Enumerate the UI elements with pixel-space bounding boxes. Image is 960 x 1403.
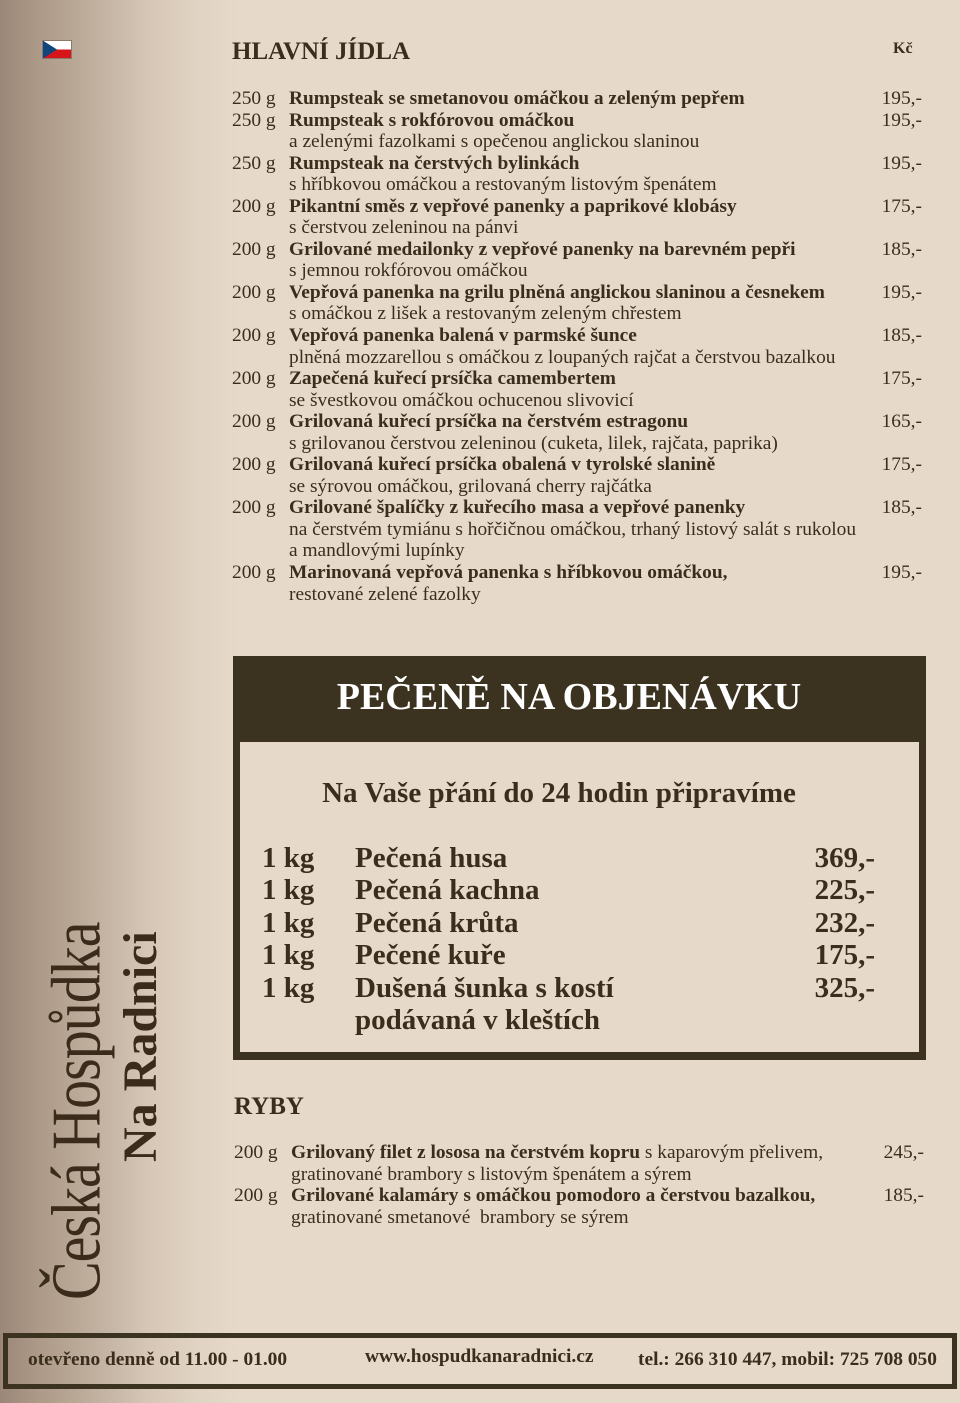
dish-name: Vepřová panenka balená v parmské šunce: [289, 325, 637, 347]
dish-row: [232, 153, 922, 175]
dish-weight: 200 g: [232, 497, 276, 519]
fish-name: Grilované kalamáry s omáčkou pomodoro a čerstvou bazalkou,: [291, 1185, 816, 1207]
dish-item: [232, 153, 922, 196]
dish-item: [232, 196, 922, 239]
dish-item: [232, 110, 922, 153]
contact-phone: tel.: 266 310 447, mobil: 725 708 050: [638, 1349, 937, 1370]
roast-price: 369,-: [814, 842, 875, 874]
fish-list: [234, 1142, 924, 1228]
dish-row: [232, 110, 922, 132]
fish-name-wrap: [291, 1142, 864, 1164]
dish-item: [232, 454, 922, 497]
dish-description: na čerstvém tymiánu s hořčičnou omáčkou, trhaný listový salát s rukolou: [289, 518, 857, 540]
dish-price: 165,-: [881, 411, 922, 433]
roast-weight: 1 kg: [262, 874, 315, 907]
fish-weight: 200 g: [234, 1185, 278, 1207]
roast-name: Pečené kuře: [355, 939, 506, 972]
dish-weight: 250 g: [232, 109, 276, 131]
roast-subtitle: Na Vaše přání do 24 hodin připravíme: [322, 777, 796, 809]
dish-name: Rumpsteak s rokfórovou omáčkou: [289, 109, 575, 131]
currency-label: Kč: [893, 40, 913, 57]
dish-name: Grilované medailonky z vepřové panenky na barevném pepři: [289, 238, 796, 260]
dish-item: [232, 88, 922, 110]
fish-weight: 200 g: [234, 1142, 278, 1163]
logo-subtitle-text: Na Radnici: [114, 931, 167, 1162]
dish-item: [232, 239, 922, 282]
dish-price: 175,-: [881, 454, 922, 476]
dish-price: 195,-: [881, 152, 922, 174]
dish-description: se sýrovou omáčkou, grilovaná cherry rajčátka: [289, 475, 652, 497]
roast-name: Dušená šunka s kostí: [355, 971, 614, 1004]
dish-price: 195,-: [881, 88, 922, 109]
dish-item: [232, 325, 922, 368]
website-address: www.hospudkanaradnici.cz: [365, 1346, 594, 1367]
dish-row: [232, 454, 922, 476]
dish-item: [232, 411, 922, 454]
dish-name: Vepřová panenka na grilu plněná anglickou slaninou a česnekem: [289, 281, 825, 303]
fish-price: 245,-: [883, 1142, 924, 1163]
fish-name-extra: s kaparovým přelivem,: [644, 1142, 824, 1163]
section-title-fish: RYBY: [234, 1093, 304, 1120]
dish-name: Marinovaná vepřová panenka s hříbkovou omáčkou,: [289, 562, 728, 584]
dish-name: Pikantní směs z vepřové panenky a paprikové klobásy: [289, 195, 737, 217]
dish-weight: 200 g: [232, 325, 276, 347]
dish-price: 195,-: [881, 562, 922, 584]
dish-price: 175,-: [881, 195, 922, 217]
fish-item: [234, 1142, 924, 1185]
fish-row: [234, 1142, 924, 1164]
roast-price: 225,-: [814, 874, 875, 907]
dish-description: s jemnou rokfórovou omáčkou: [289, 260, 528, 282]
dish-description: a mandlovými lupínky: [289, 540, 465, 562]
roast-row: [262, 874, 875, 906]
fish-row: [234, 1185, 924, 1207]
opening-hours: otevřeno denně od 11.00 - 01.00: [28, 1349, 288, 1370]
dish-item: [232, 497, 922, 562]
dish-name: Rumpsteak se smetanovou omáčkou a zeleným pepřem: [289, 88, 745, 109]
czech-flag-icon: [42, 40, 72, 59]
fish-price: 185,-: [883, 1185, 924, 1207]
roast-weight: 1 kg: [262, 842, 315, 874]
section-title-main-dishes: HLAVNÍ JÍDLA: [232, 38, 411, 65]
dish-weight: 200 g: [232, 238, 276, 260]
roast-name: Pečená krůta: [355, 906, 519, 939]
roast-name: Pečená husa: [355, 842, 508, 874]
dish-weight: 200 g: [232, 454, 276, 476]
dish-weight: 200 g: [232, 562, 276, 584]
dish-weight: 250 g: [232, 88, 276, 109]
dish-description: restované zelené fazolky: [289, 583, 481, 605]
roast-weight: 1 kg: [262, 906, 315, 939]
roast-description: podávaná v kleštích: [355, 1003, 600, 1036]
dish-price: 195,-: [881, 109, 922, 131]
dish-row: [232, 325, 922, 347]
roast-weight: 1 kg: [262, 939, 315, 972]
dish-weight: 200 g: [232, 411, 276, 433]
dish-row: [232, 368, 922, 390]
dish-item: [232, 282, 922, 325]
roast-row: [262, 939, 875, 971]
dish-row: [232, 497, 922, 519]
roast-price: 232,-: [814, 906, 875, 939]
roast-section-title: PEČENĚ NA OBJENÁVKU: [336, 676, 802, 718]
roast-row: [262, 907, 875, 939]
dish-price: 185,-: [881, 497, 922, 519]
dish-item: [232, 562, 922, 605]
dish-description: s čerstvou zeleninou na pánvi: [289, 217, 519, 239]
dish-price: 185,-: [881, 325, 922, 347]
roast-row: [262, 972, 875, 1004]
dish-price: 185,-: [881, 238, 922, 260]
dish-price: 195,-: [881, 281, 922, 303]
dish-row: [232, 282, 922, 304]
main-dishes-list: [232, 88, 922, 605]
dish-description: s grilovanou čerstvou zeleninou (cuketa, lilek, rajčata, paprika): [289, 432, 778, 454]
dish-description: s hříbkovou omáčkou a restovaným listovým špenátem: [289, 174, 717, 196]
dish-name: Grilovaná kuřecí prsíčka obalená v tyrolské slanině: [289, 454, 716, 476]
dish-weight: 250 g: [232, 152, 276, 174]
dish-description: a zelenými fazolkami s opečenou anglickou slaninou: [289, 131, 700, 153]
fish-name: Grilovaný filet z lososa na čerstvém kopru: [291, 1142, 640, 1163]
dish-description: s omáčkou z lišek a restovaným zeleným chřestem: [289, 303, 682, 325]
roast-price: 325,-: [814, 971, 875, 1004]
dish-weight: 200 g: [232, 195, 276, 217]
roast-name: Pečená kachna: [355, 874, 540, 907]
roast-weight: 1 kg: [262, 971, 315, 1004]
fish-description: gratinované smetanové brambory se sýrem: [291, 1206, 629, 1228]
dish-row: [232, 239, 922, 261]
dish-description: se švestkovou omáčkou ochucenou slivovicí: [289, 389, 634, 411]
dish-name: Grilovaná kuřecí prsíčka na čerstvém estragonu: [289, 411, 689, 433]
dish-row: [232, 411, 922, 433]
dish-name: Rumpsteak na čerstvých bylinkách: [289, 152, 580, 174]
dish-item: [232, 368, 922, 411]
roast-price: 175,-: [814, 939, 875, 972]
dish-row: [232, 196, 922, 218]
logo-script-text: Česká Hospůdka: [37, 922, 116, 1300]
fish-item: [234, 1185, 924, 1228]
roast-row: [262, 842, 875, 874]
dish-row: [232, 88, 922, 110]
dish-price: 175,-: [881, 368, 922, 390]
dish-name: Grilované špalíčky z kuřecího masa a vepřové panenky: [289, 497, 746, 519]
dish-description: plněná mozzarellou s omáčkou z loupaných rajčat a čerstvou bazalkou: [289, 346, 836, 368]
dish-weight: 200 g: [232, 281, 276, 303]
dish-name: Zapečená kuřecí prsíčka camembertem: [289, 368, 616, 390]
roast-list: [262, 842, 875, 1036]
fish-description: gratinované brambory s listovým špenátem a sýrem: [291, 1163, 692, 1185]
dish-weight: 200 g: [232, 368, 276, 390]
dish-row: [232, 562, 922, 584]
